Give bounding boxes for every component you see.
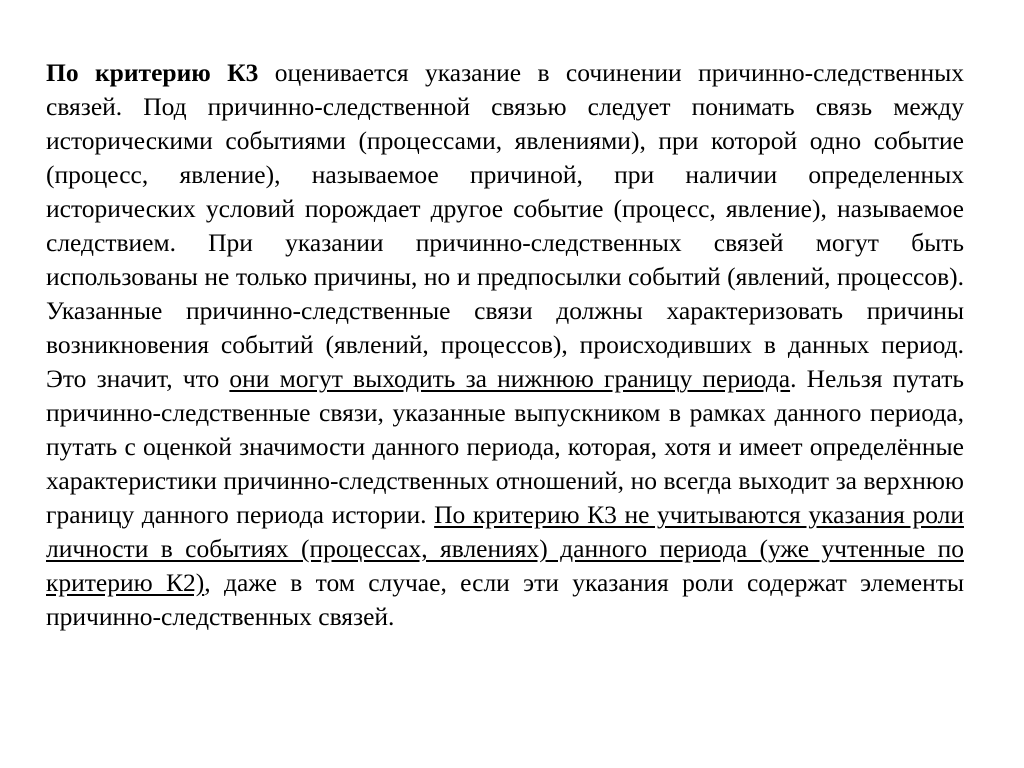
text-part-3: , даже в том случае, если эти указания роли содержат элементы причинно-следственных связей. (46, 568, 964, 631)
underlined-statement-lower-boundary: они могут выходить за нижнюю границу периода (229, 364, 791, 393)
underlined-statement-k2-exclusion: По критерию К3 не учитываются указания роли личности в событиях (процессах, явлениях) данного периода (уже учтенные по критерию К2) (46, 500, 964, 597)
text-part-1: оценивается указание в сочинении причинно-следственных связей. Под причинно-следственной связью следует понимать связь между историческими событиями (процессами, явлениями), при которой одно событие (процесс, явление), называемое причиной, при наличии определенных исторических условий порождает другое событие (процесс, явление), называемое следствием. При указании причинно-следственных связей могут быть использованы не только причины, но и предпосылки событий (явлений, процессов). Указанные причинно-следственные связи должны характеризовать причины возникновения событий (явлений, процессов), происходивших в данных период. Это значит, что (46, 58, 964, 393)
criterion-k3-paragraph (46, 56, 964, 634)
criterion-lead: По критерию К3 (46, 58, 259, 87)
text-part-2: . Нельзя путать причинно-следственные связи, указанные выпускником в рамках данного периода, путать с оценкой значимости данного периода, которая, хотя и имеет определённые характеристики причинно-следственных отношений, но всегда выходит за верхнюю границу данного периода истории. (46, 364, 964, 529)
